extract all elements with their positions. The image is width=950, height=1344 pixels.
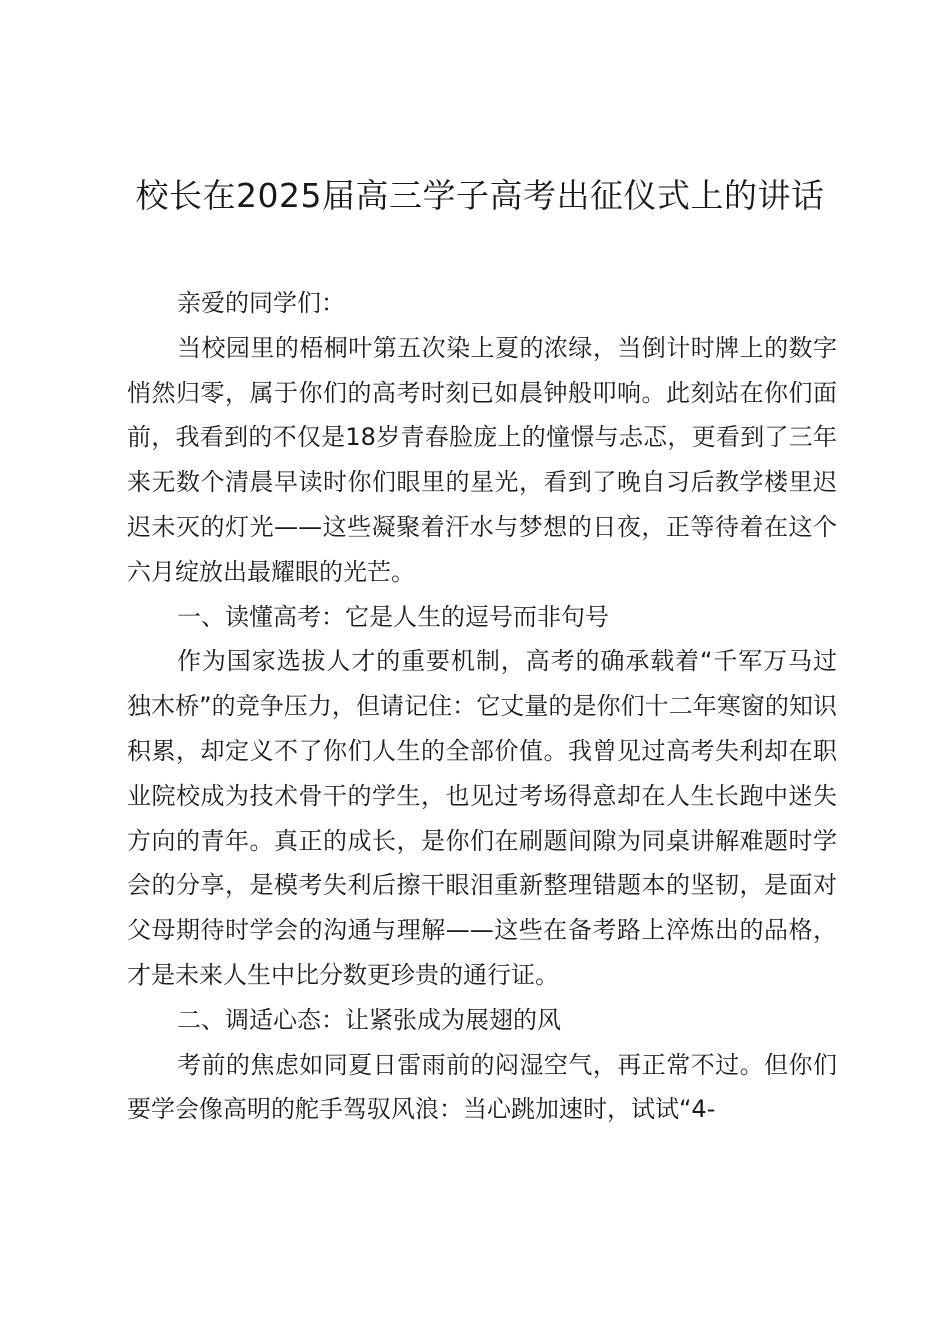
section-heading-2: 二、调适心态：让紧张成为展翅的风 (177, 1005, 561, 1034)
salutation-paragraph: 亲爱的同学们： (177, 289, 345, 317)
intro-paragraph: 当校园里的梧桐叶第五次染上夏的浓绿，当倒计时牌上的数字悄然归零，属于你们的高考时刻已如晨钟般叩响。此刻站在你们面前，我看到的不仅是18岁青春脸庞上的憧憬与忐忑，更看到了三年来无数个清晨早读时你们眼里的星光，看到了晚自习后教学楼里迟迟未灭的灯光——这些凝聚着汗水与梦想的日夜，正等待着在这个六月绽放出最耀眼的光芒。 (127, 333, 837, 586)
section-2-paragraph: 考前的焦虑如同夏日雷雨前的闷湿空气，再正常不过。但你们要学会像高明的舵手驾驭风浪：当心跳加速时，试试“4- (127, 1050, 837, 1124)
section-1-paragraph: 作为国家选拔人才的重要机制，高考的确承载着“千军万马过独木桥”的竞争压力，但请记住：它丈量的是你们十二年寒窗的知识积累，却定义不了你们人生的全部价值。我曾见过高考失利却在职业院校成为技术骨干的学生，也见过考场得意却在人生长跑中迷失方向的青年。真正的成长，是你们在刷题间隙为同桌讲解难题时学会的分享，是模考失利后擦干眼泪重新整理错题本的坚韧，是面对父母期待时学会的沟通与理解——这些在备考路上淬炼出的品格，才是未来人生中比分数更珍贵的通行证。 (127, 647, 837, 989)
document-title: 校长在2025届高三学子高考出征仪式上的讲话 (135, 176, 825, 215)
document-body (127, 281, 837, 1132)
section-heading-1: 一、读懂高考：它是人生的逗号而非句号 (177, 602, 609, 631)
